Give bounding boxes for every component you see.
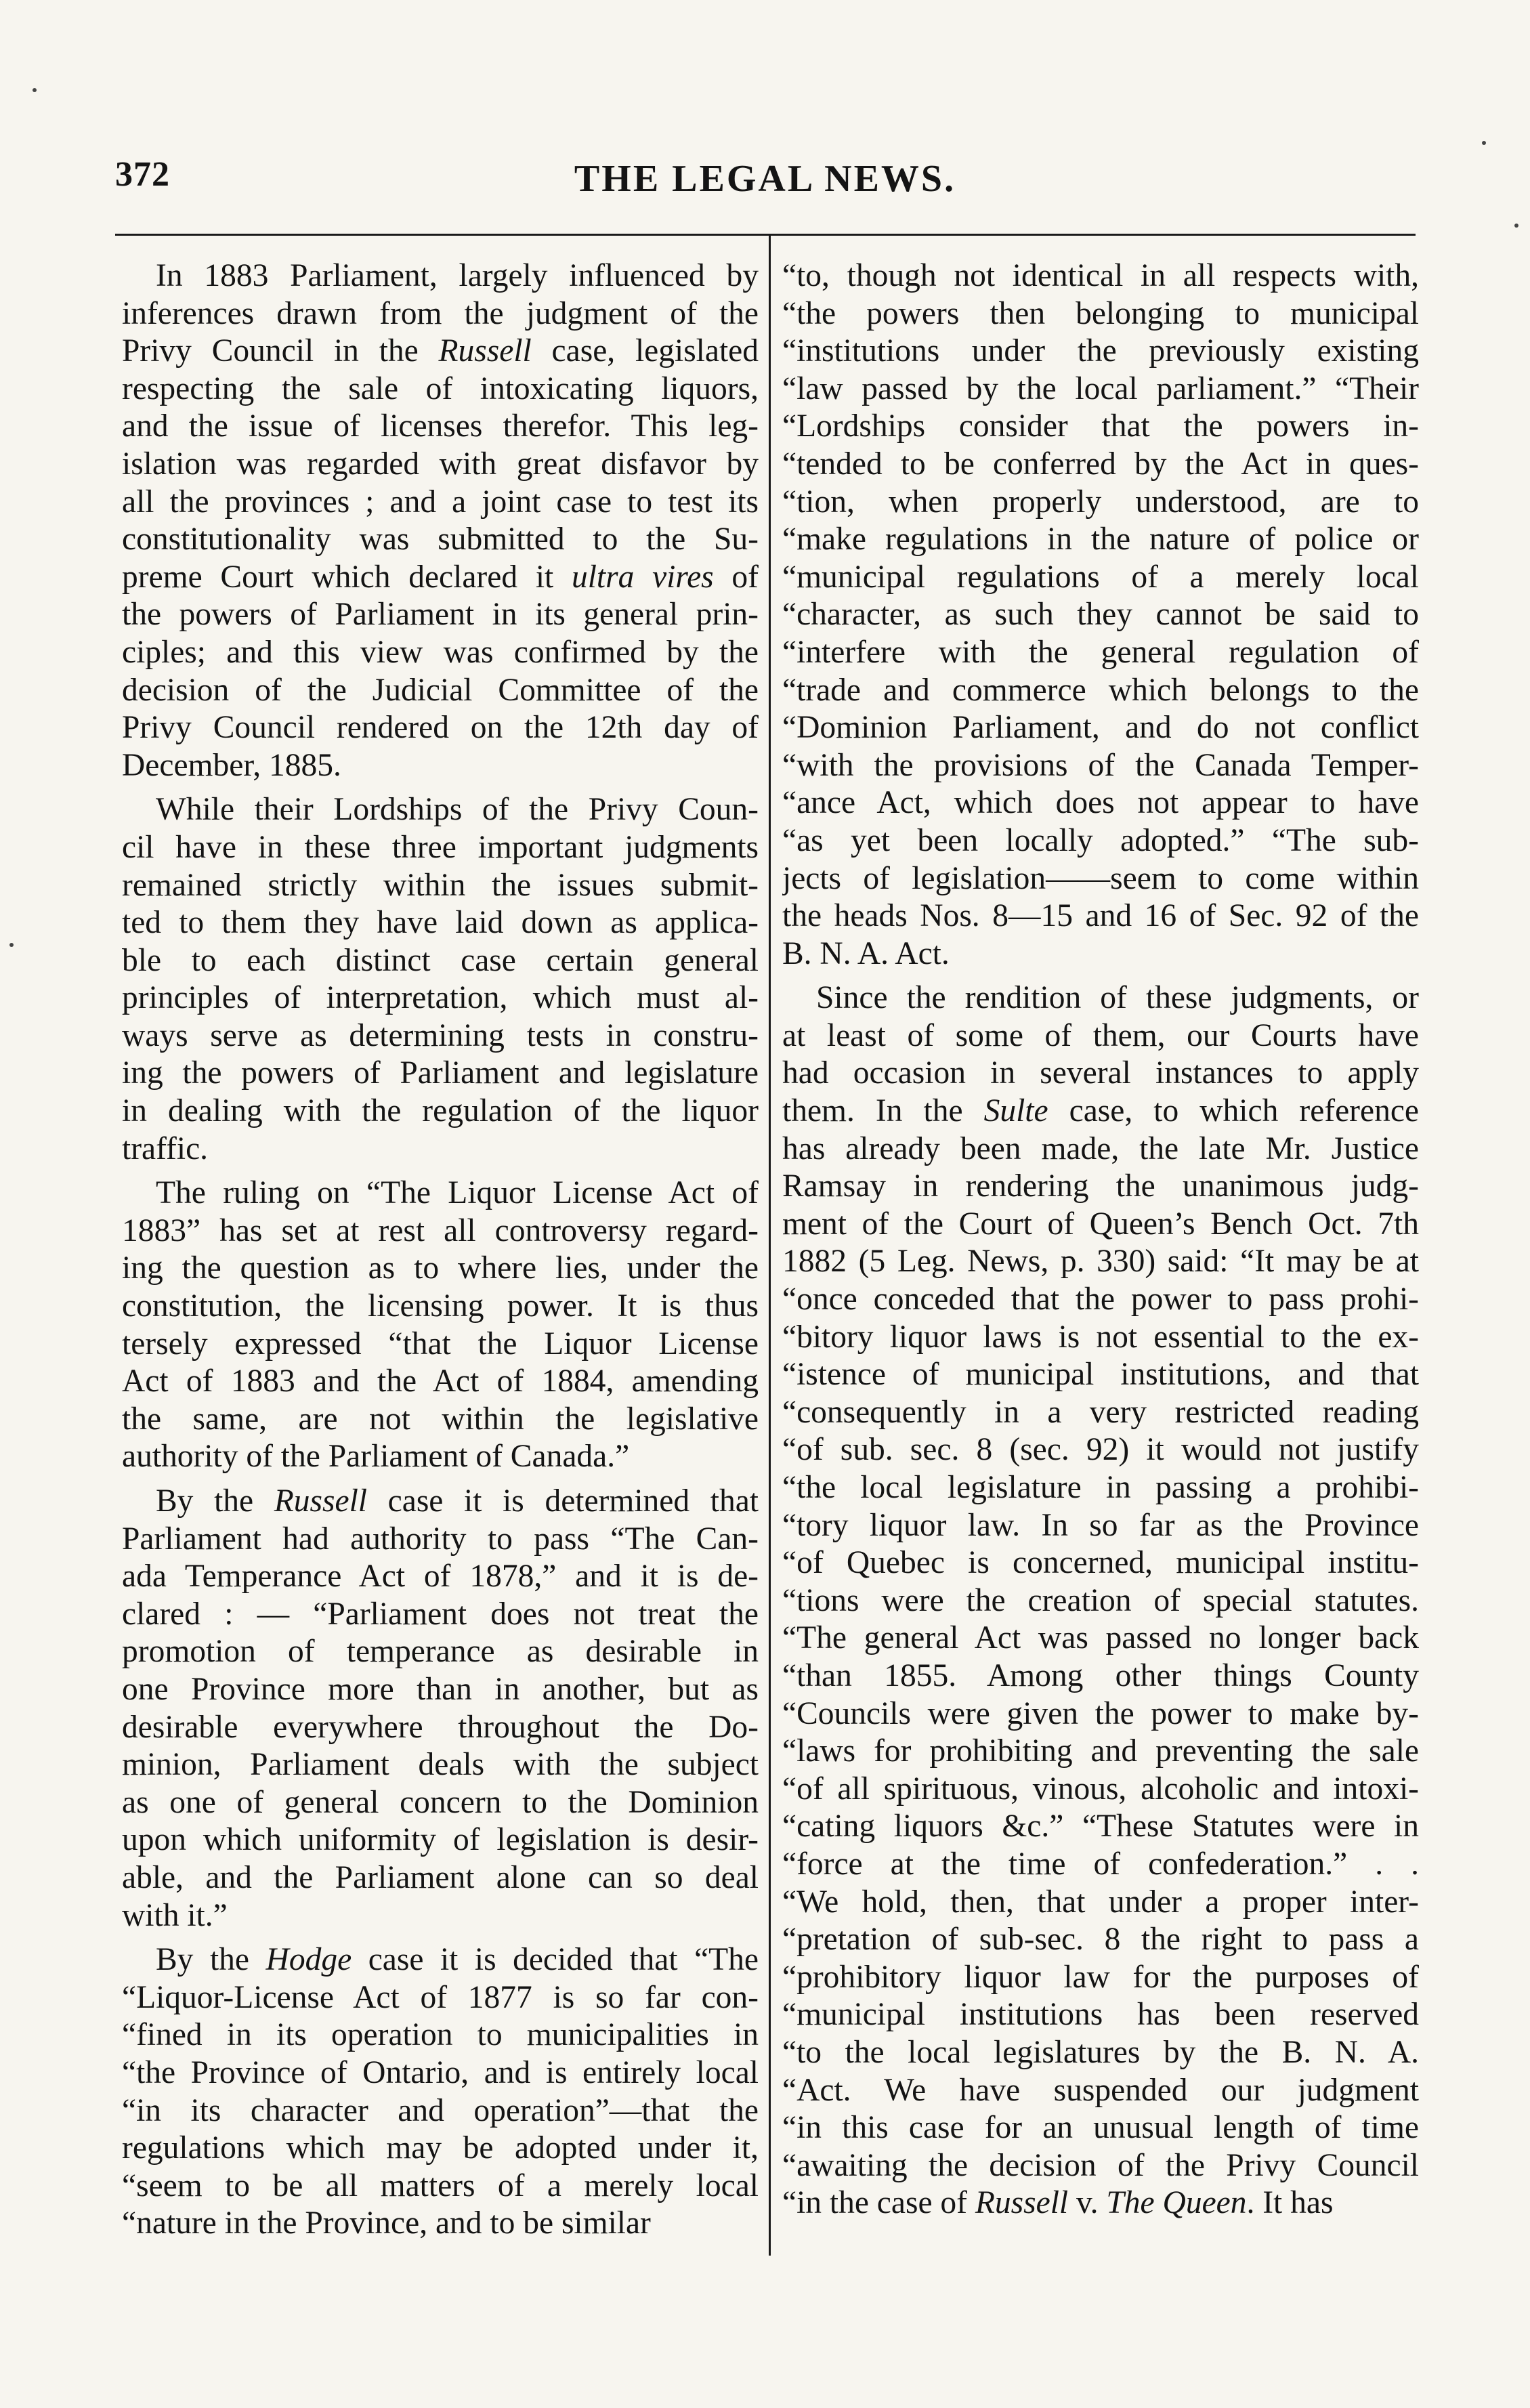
text-line: preme Court which declared it ultra vires of <box>122 559 759 595</box>
text-line: “Act. We have suspended our judgment <box>782 2072 1419 2108</box>
text-line: “in the case of Russell v. The Queen. It has <box>782 2185 1334 2221</box>
text-line: “once conceded that the power to pass prohi- <box>782 1282 1419 1317</box>
text-line: “tory liquor law. In so far as the Province <box>782 1507 1419 1543</box>
text-line: Since the rendition of these judgments, or <box>816 980 1419 1016</box>
text-line: “municipal institutions has been reserved <box>782 1997 1419 2033</box>
print-speck <box>1514 224 1518 228</box>
text-line: “institutions under the previously existing <box>782 333 1419 369</box>
text-line: “pretation of sub-sec. 8 the right to pass a <box>782 1922 1419 1958</box>
text-line: with it.” <box>122 1897 228 1933</box>
text-line: “ance Act, which does not appear to have <box>782 785 1419 821</box>
print-speck <box>33 88 37 92</box>
text-line: inferences drawn from the judgment of the <box>122 295 759 331</box>
text-line: all the provinces ; and a joint case to test its <box>122 484 759 520</box>
text-line: “in this case for an unusual length of time <box>782 2110 1419 2146</box>
paragraph <box>122 1483 759 1935</box>
text-line: “bitory liquor laws is not essential to the ex- <box>782 1319 1419 1355</box>
paragraph <box>122 791 759 1168</box>
text-line: B. N. A. Act. <box>782 935 950 971</box>
text-line: regulations which may be adopted under it, <box>122 2130 759 2166</box>
text-line: “trade and commerce which belongs to the <box>782 672 1419 708</box>
text-line: decision of the Judicial Committee of the <box>122 672 759 708</box>
paragraph <box>782 257 1419 973</box>
text-line: remained strictly within the issues submit- <box>122 867 759 903</box>
text-line: In 1883 Parliament, largely influenced by <box>156 258 759 293</box>
text-line: “interfere with the general regulation of <box>782 634 1419 670</box>
text-line: “fined in its operation to municipalities in <box>122 2017 759 2053</box>
text-line: “consequently in a very restricted reading <box>782 1394 1419 1430</box>
text-line: traffic. <box>122 1131 209 1166</box>
text-line: clared : — “Parliament does not treat the <box>122 1596 759 1632</box>
text-line: The ruling on “The Liquor License Act of <box>156 1175 759 1211</box>
text-line: 1883” has set at rest all controversy regard- <box>122 1212 759 1248</box>
text-line: Privy Council rendered on the 12th day of <box>122 710 759 746</box>
text-line: December, 1885. <box>122 747 341 783</box>
text-line: “laws for prohibiting and preventing the sale <box>782 1733 1419 1769</box>
text-line: them. In the Sulte case, to which reference <box>782 1093 1419 1129</box>
text-line: islation was regarded with great disfavor by <box>122 446 759 482</box>
text-line: “with the provisions of the Canada Temper- <box>782 747 1419 783</box>
text-line: “to the local legislatures by the B. N. A. <box>782 2034 1419 2070</box>
print-speck <box>9 943 14 947</box>
text-line: respecting the sale of intoxicating liquors, <box>122 371 759 406</box>
text-line: By the Hodge case it is decided that “The <box>156 1942 759 1978</box>
text-line: constitution, the licensing power. It is thus <box>122 1288 759 1324</box>
text-line: “the powers then belonging to municipal <box>782 295 1419 331</box>
paragraph <box>122 1175 759 1476</box>
text-line: 1882 (5 Leg. News, p. 330) said: “It may be at <box>782 1244 1419 1280</box>
text-line: ways serve as determining tests in constru- <box>122 1017 759 1053</box>
text-line: “tended to be conferred by the Act in ques- <box>782 446 1419 482</box>
text-line: Privy Council in the Russell case, legislated <box>122 333 759 369</box>
text-line: “municipal regulations of a merely local <box>782 559 1419 595</box>
text-line: “in its character and operation”—that the <box>122 2092 759 2128</box>
text-line: “the local legislature in passing a prohibi- <box>782 1470 1419 1505</box>
text-line: able, and the Parliament alone can so deal <box>122 1859 759 1895</box>
text-line: “The general Act was passed no longer back <box>782 1620 1419 1656</box>
text-line: the powers of Parliament in its general prin- <box>122 597 759 633</box>
text-line: “cating liquors &c.” “These Statutes were in <box>782 1809 1419 1844</box>
text-line: ted to them they have laid down as applica- <box>122 905 759 941</box>
text-line: “the Province of Ontario, and is entirely local <box>122 2054 759 2090</box>
page-header <box>0 0 1530 224</box>
paragraph <box>122 257 759 784</box>
text-line: ing the powers of Parliament and legislature <box>122 1055 759 1091</box>
text-line: principles of interpretation, which must al- <box>122 980 759 1016</box>
text-line: desirable everywhere throughout the Do- <box>122 1709 759 1745</box>
text-line: “awaiting the decision of the Privy Council <box>782 2147 1419 2183</box>
text-line: “than 1855. Among other things County <box>782 1657 1419 1693</box>
text-line: “of sub. sec. 8 (sec. 92) it would not justify <box>782 1432 1419 1468</box>
text-line: “Lordships consider that the powers in- <box>782 408 1419 444</box>
text-line: had occasion in several instances to apply <box>782 1055 1419 1091</box>
text-line: “tion, when properly understood, are to <box>782 484 1419 520</box>
text-line: minion, Parliament deals with the subject <box>122 1747 759 1783</box>
text-line: “of Quebec is concerned, municipal institu- <box>782 1545 1419 1581</box>
header-rule <box>115 234 1416 236</box>
text-line: “prohibitory liquor law for the purposes of <box>782 1959 1419 1995</box>
text-line: “as yet been locally adopted.” “The sub- <box>782 822 1419 858</box>
text-line: and the issue of licenses therefor. This leg- <box>122 408 759 444</box>
text-line: ing the question as to where lies, under the <box>122 1250 759 1286</box>
text-line: tersely expressed “that the Liquor License <box>122 1326 759 1361</box>
text-line: By the Russell case it is determined that <box>156 1483 759 1519</box>
text-line: “istence of municipal institutions, and that <box>782 1357 1419 1393</box>
text-line: promotion of temperance as desirable in <box>122 1634 759 1670</box>
text-line: “character, as such they cannot be said to <box>782 597 1419 633</box>
text-line: “force at the time of confederation.” . . <box>782 1846 1419 1882</box>
text-line: “Liquor-License Act of 1877 is so far con- <box>122 1979 759 2015</box>
text-line: jects of legislation——seem to come within <box>782 860 1419 896</box>
text-line: at least of some of them, our Courts have <box>782 1017 1419 1053</box>
text-line: upon which uniformity of legislation is desir- <box>122 1822 759 1858</box>
text-line: “Dominion Parliament, and do not conflict <box>782 710 1419 746</box>
text-line: Ramsay in rendering the unanimous judg- <box>782 1168 1419 1204</box>
text-line: While their Lordships of the Privy Coun- <box>156 792 759 828</box>
text-line: Parliament had authority to pass “The Can- <box>122 1521 759 1557</box>
left-column <box>122 257 759 2249</box>
text-line: authority of the Parliament of Canada.” <box>122 1439 630 1475</box>
print-speck <box>1482 141 1486 145</box>
text-line: ciples; and this view was confirmed by the <box>122 634 759 670</box>
text-line: the heads Nos. 8—15 and 16 of Sec. 92 of the <box>782 898 1419 934</box>
text-line: ment of the Court of Queen’s Bench Oct. 7th <box>782 1206 1419 1242</box>
right-column <box>782 257 1419 2229</box>
text-line: one Province more than in another, but as <box>122 1671 759 1707</box>
text-line: the same, are not within the legislative <box>122 1401 759 1437</box>
text-line: “Councils were given the power to make by- <box>782 1695 1419 1731</box>
paragraph <box>122 1941 759 2243</box>
running-title: THE LEGAL NEWS. <box>574 158 956 200</box>
text-line: cil have in these three important judgments <box>122 829 759 865</box>
text-line: “to, though not identical in all respects with, <box>782 258 1419 293</box>
text-line: “law passed by the local parliament.” “Their <box>782 371 1419 406</box>
page-number: 372 <box>115 155 170 194</box>
text-line: “make regulations in the nature of police or <box>782 522 1419 557</box>
text-line: constitutionality was submitted to the Su- <box>122 522 759 557</box>
text-line: in dealing with the regulation of the liquor <box>122 1093 759 1129</box>
text-line: ada Temperance Act of 1878,” and it is de- <box>122 1559 759 1594</box>
text-line: has already been made, the late Mr. Justice <box>782 1131 1419 1166</box>
text-line: “We hold, then, that under a proper inter- <box>782 1884 1419 1920</box>
text-line: “of all spirituous, vinous, alcoholic and intoxi- <box>782 1771 1419 1807</box>
text-line: Act of 1883 and the Act of 1884, amending <box>122 1364 759 1399</box>
column-divider <box>769 234 771 2256</box>
text-line: “nature in the Province, and to be similar <box>122 2205 651 2241</box>
text-line: as one of general concern to the Dominion <box>122 1784 759 1820</box>
text-line: “seem to be all matters of a merely local <box>122 2168 759 2203</box>
text-line: ble to each distinct case certain general <box>122 942 759 978</box>
paragraph <box>782 979 1419 2222</box>
text-line: “tions were the creation of special statutes. <box>782 1582 1419 1618</box>
